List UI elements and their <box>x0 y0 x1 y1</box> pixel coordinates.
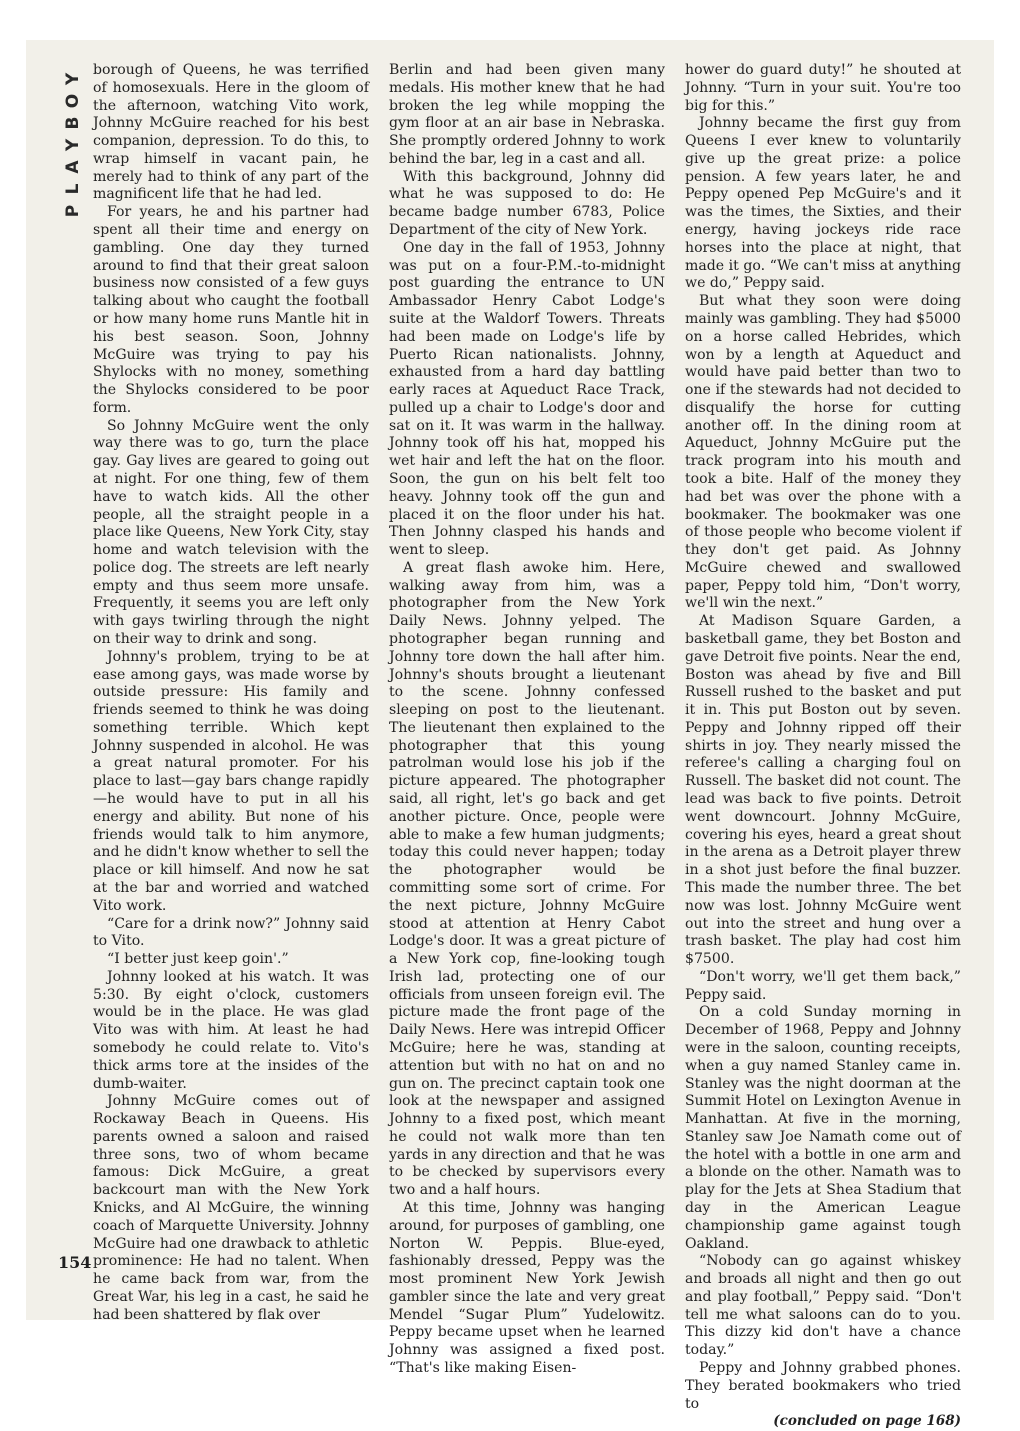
page-number: 154 <box>58 1253 92 1272</box>
continued-note: (concluded on page 168) <box>773 1413 961 1430</box>
text-column-2 <box>389 62 665 1378</box>
paragraph: So Johnny McGuire went the only way there was to go, turn the place gay. Gay lives are geared to going out at night. For one thing, few of them have to watch kids. All the other people, all the straight people in a place like Queens, New York City, stay home and watch television with the police dog. The streets are left nearly empty and thus seem more unsafe. Frequently, it seems you are left only with gays twirling through the night on their way to drink and song. <box>93 417 369 647</box>
paragraph: “Nobody can go against whiskey and broads all night and then go out and play football,” Peppy said. “Don't tell me what saloons can do to you. This dizzy kid don't have a chance today.” <box>685 1253 961 1359</box>
masthead-letter: A <box>63 160 83 174</box>
magazine-page <box>26 40 994 1430</box>
paragraph: A great flash awoke him. Here, walking away from him, was a photographer from the New York Daily News. Johnny yelped. The photographer began running and Johnny tore down the hall after him. Johnny's shouts brought a lieutenant to the scene. Johnny confessed sleeping on post to the lieutenant. The lieutenant then explained to the photographer that this young patrolman would lose his job if the picture appeared. The photographer said, all right, let's go back and get another picture. Once, people were able to make a few human judgments; today this could never happen; today the photographer would be committing some sort of crime. For the next picture, Johnny McGuire stood at attention at Henry Cabot Lodge's door. It was a great picture of a New York cop, fine-looking tough Irish lad, protecting one of our officials from unseen foreign evil. The picture made the front page of the Daily News. Here was intrepid Officer McGuire; here he was, standing at attention but with no hat on and no gun on. The precinct captain took one look at the newspaper and assigned Johnny to a fixed post, which meant he could not walk more than ten yards in any direction and that he was to be checked by supervisors every two and a half hours. <box>389 559 665 1199</box>
paragraph: One day in the fall of 1953, Johnny was put on a four-P.M.-to-midnight post guarding the entrance to UN Ambassador Henry Cabot Lodge's suite at the Waldorf Towers. Threats had been made on Lodge's life by Puerto Rican nationalists. Johnny, exhausted from a hard day battling early races at Aqueduct Race Track, pulled up a chair to Lodge's door and sat on it. It was warm in the hallway. Johnny took off his hat, mopped his wet hair and left the hat on the floor. Soon, the gun on his belt felt too heavy. Johnny took off the gun and placed it on the floor under his hat. Then Johnny clasped his hands and went to sleep. <box>389 239 665 559</box>
paragraph: Berlin and had been given many medals. His mother knew that he had broken the leg while mopping the gym floor at an air base in Nebraska. She promptly ordered Johnny to work behind the bar, leg in a cast and all. <box>389 62 665 167</box>
paragraph: “Care for a drink now?” Johnny said to Vito. <box>93 915 369 950</box>
masthead-letter: B <box>63 116 83 130</box>
masthead-letter: O <box>63 93 83 109</box>
paragraph: Johnny became the first guy from Queens I ever knew to voluntarily give up the great prize: a police pension. A few years later, he and Peppy opened Pep McGuire's and it was the times, the Sixties, and their energy, having jockeys ride race horses into the place at night, that made it go. “We can't miss at anything we do,” Peppy said. <box>685 115 961 292</box>
paragraph: borough of Queens, he was terrified of homosexuals. Here in the gloom of the afternoon, watching Vito work, Johnny McGuire reached for his best companion, depression. To do this, to wrap himself in vacant pain, he merely had to think of any part of the magnificent life that he had led. <box>93 62 369 203</box>
paragraph: On a cold Sunday morning in December of 1968, Peppy and Johnny were in the saloon, counting receipts, when a guy named Stanley came in. Stanley was the night doorman at the Summit Hotel on Lexington Avenue in Manhattan. At five in the morning, Stanley saw Joe Namath come out of the hotel with a bottle in one arm and a blonde on the other. Namath was to play for the Jets at Shea Stadium that day in the American League championship game against tough Oakland. <box>685 1004 961 1252</box>
text-column-3 <box>685 62 961 1431</box>
paragraph: Johnny's problem, trying to be at ease among gays, was made worse by outside pressure: His family and friends seemed to think he was doing something terrible. Which kept Johnny suspended in alcohol. He was a great natural promoter. For his place to last—gay bars change rapidly—he would have to put in all his energy and ability. But none of his friends would talk to him anymore, and he didn't know whether to sell the place or kill himself. And now he sat at the bar and worried and watched Vito work. <box>93 648 369 914</box>
paragraph: “Don't worry, we'll get them back,” Peppy said. <box>685 968 961 1003</box>
paragraph: With this background, Johnny did what he was supposed to do: He became badge number 6783, Police Department of the city of New York. <box>389 168 665 239</box>
text-column-1 <box>93 62 369 1324</box>
paragraph: hower do guard duty!” he shouted at Johnny. “Turn in your suit. You're too big for this.” <box>685 62 961 114</box>
paragraph: For years, he and his partner had spent all their time and energy on gambling. One day they turned around to find that their great saloon business now consisted of a few guys talking about who caught the football or how many home runs Mantle hit in his best season. Soon, Johnny McGuire was trying to pay his Shylocks with no money, something the Shylocks considered to be poor form. <box>93 204 369 416</box>
paragraph: At Madison Square Garden, a basketball game, they bet Boston and gave Detroit five points. Near the end, Boston was ahead by five and Bill Russell rushed to the basket and put it in. This put Boston out by seven. Peppy and Johnny ripped off their shirts in joy. They nearly missed the referee's calling a charging foul on Russell. The basket did not count. The lead was back to five points. Detroit went downcourt. Johnny McGuire, covering his eyes, heard a great shout in the arena as a Detroit player threw in a shot just before the final buzzer. This made the number three. The bet now was lost. Johnny McGuire went out into the street and hung over a trash basket. The play had cost him $7500. <box>685 613 961 968</box>
masthead-letter: L <box>63 183 83 195</box>
paragraph: But what they soon were doing mainly was gambling. They had $5000 on a horse called Hebrides, which won by a length at Aqueduct and would have paid better than two to one if the stewards had not decided to disqualify the horse for cutting another off. In the dining room at Aqueduct, Johnny McGuire put the track program into his mouth and took a bite. Half of the money they had bet was over the phone with a bookmaker. The bookmaker was one of those people who become violent if they don't get paid. As Johnny McGuire chewed and swallowed paper, Peppy told him, “Don't worry, we'll win the next.” <box>685 293 961 612</box>
paragraph: Peppy and Johnny grabbed phones. They berated bookmakers who tried to <box>685 1360 961 1412</box>
masthead-letter: P <box>63 204 83 218</box>
masthead <box>56 68 90 222</box>
masthead-letter: Y <box>63 138 83 152</box>
masthead-letter: Y <box>63 72 83 86</box>
paragraph: Johnny looked at his watch. It was 5:30. By eight o'clock, customers would be in the place. He was glad Vito was with him. At least he had somebody he could relate to. Vito's thick arms tore at the insides of the dumb-waiter. <box>93 968 369 1092</box>
paragraph: “I better just keep goin'.” <box>107 951 289 968</box>
paragraph: Johnny McGuire comes out of Rockaway Beach in Queens. His parents owned a saloon and raised three sons, two of whom became famous: Dick McGuire, a great backcourt man with the New York Knicks, and Al McGuire, the winning coach of Marquette University. Johnny McGuire had one drawback to athletic prominence: He had no talent. When he came back from war, from the Great War, his leg in a cast, he said he had been shattered by flak over <box>93 1093 369 1323</box>
paragraph: At this time, Johnny was hanging around, for purposes of gambling, one Norton W. Peppis. Blue-eyed, fashionably dressed, Peppy was the most prominent New York Jewish gambler since the late and very great Mendel “Sugar Plum” Yudelowitz. Peppy became upset when he learned Johnny was assigned a fixed post. “That's like making Eisen- <box>389 1200 665 1377</box>
